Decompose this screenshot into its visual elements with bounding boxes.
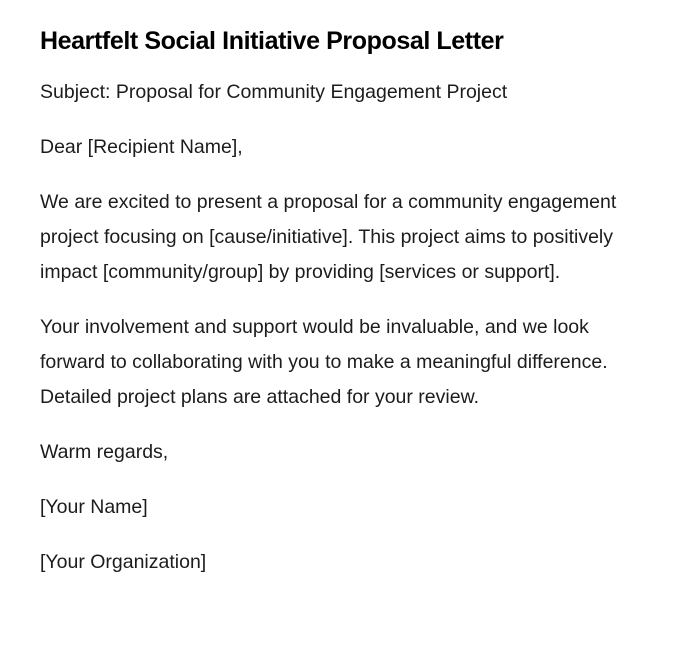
signature-name: [Your Name]: [40, 496, 148, 518]
letter-salutation: Dear [Recipient Name],: [40, 136, 243, 158]
letter-closing: Warm regards,: [40, 441, 169, 463]
letter-subject: Subject: Proposal for Community Engagement Project: [40, 81, 508, 103]
letter-body-paragraph-2: Your involvement and support would be invaluable, and we look forward to collaborating with you to make a meaningful difference. Detailed project plans are attached for your review.: [40, 316, 608, 408]
letter-title: Heartfelt Social Initiative Proposal Letter: [40, 27, 504, 55]
signature-organization: [Your Organization]: [40, 551, 207, 573]
letter-body-paragraph-1: We are excited to present a proposal for a community engagement project focusing on [cause/initiative]. This project aims to positively impact [community/group] by providing [services or support].: [40, 191, 617, 283]
